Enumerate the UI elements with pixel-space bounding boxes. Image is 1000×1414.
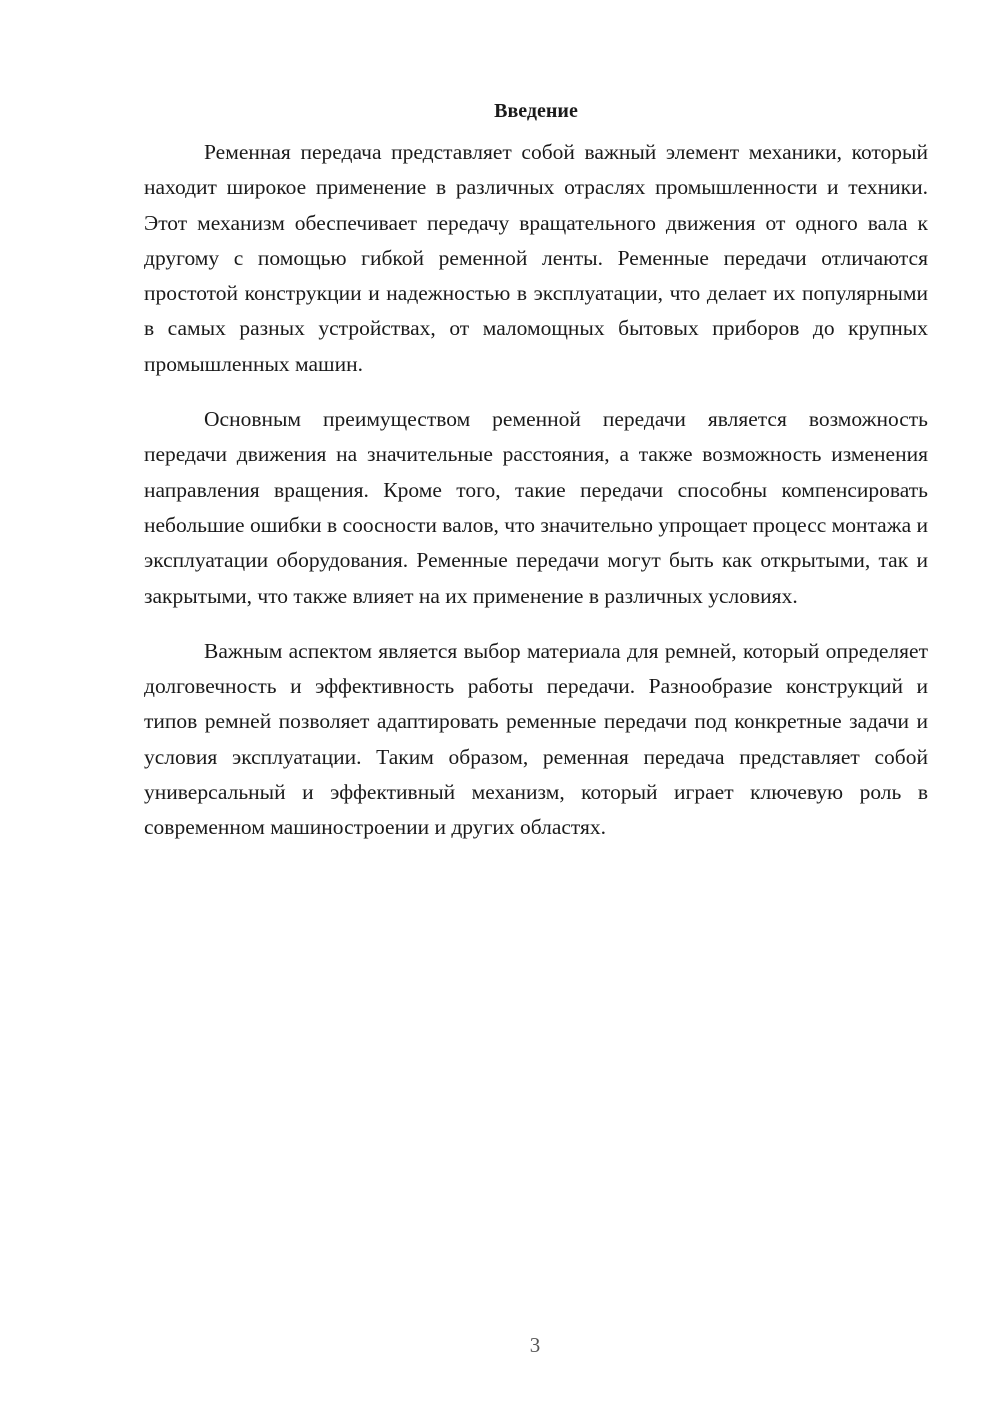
- paragraph-2: Основным преимуществом ременной передачи является возможность передачи движения на значительные расстояния, а также возможность изменения направления вращения. Кроме того, такие передачи способны компенсировать небольшие ошибки в соосности валов, что значительно упрощает процесс монтажа и эксплуатации оборудования. Ременные передачи могут быть как открытыми, так и закрытыми, что также влияет на их применение в различных условиях.: [144, 407, 928, 608]
- paragraph-3: Важным аспектом является выбор материала для ремней, который определяет долговечность и эффективность работы передачи. Разнообразие конструкций и типов ремней позволяет адаптировать ременные передачи под конкретные задачи и условия эксплуатации. Таким образом, ременная передача представляет собой универсальный и эффективный механизм, который играет ключевую роль в современном машиностроении и других областях.: [144, 638, 928, 840]
- section-heading: Введение: [494, 100, 578, 122]
- page-number: 3: [529, 1333, 541, 1357]
- page-content: [144, 94, 928, 866]
- paragraph-1: Ременная передача представляет собой важный элемент механики, который находит широкое применение в различных отраслях промышленности и техники. Этот механизм обеспечивает передачу вращательного движения от одного вала к другому с помощью гибкой ременной ленты. Ременные передачи отличаются простотой конструкции и надежностью в эксплуатации, что делает их популярными в самых разных устройствах, от маломощных бытовых приборов до крупных промышленных машин.: [144, 140, 928, 376]
